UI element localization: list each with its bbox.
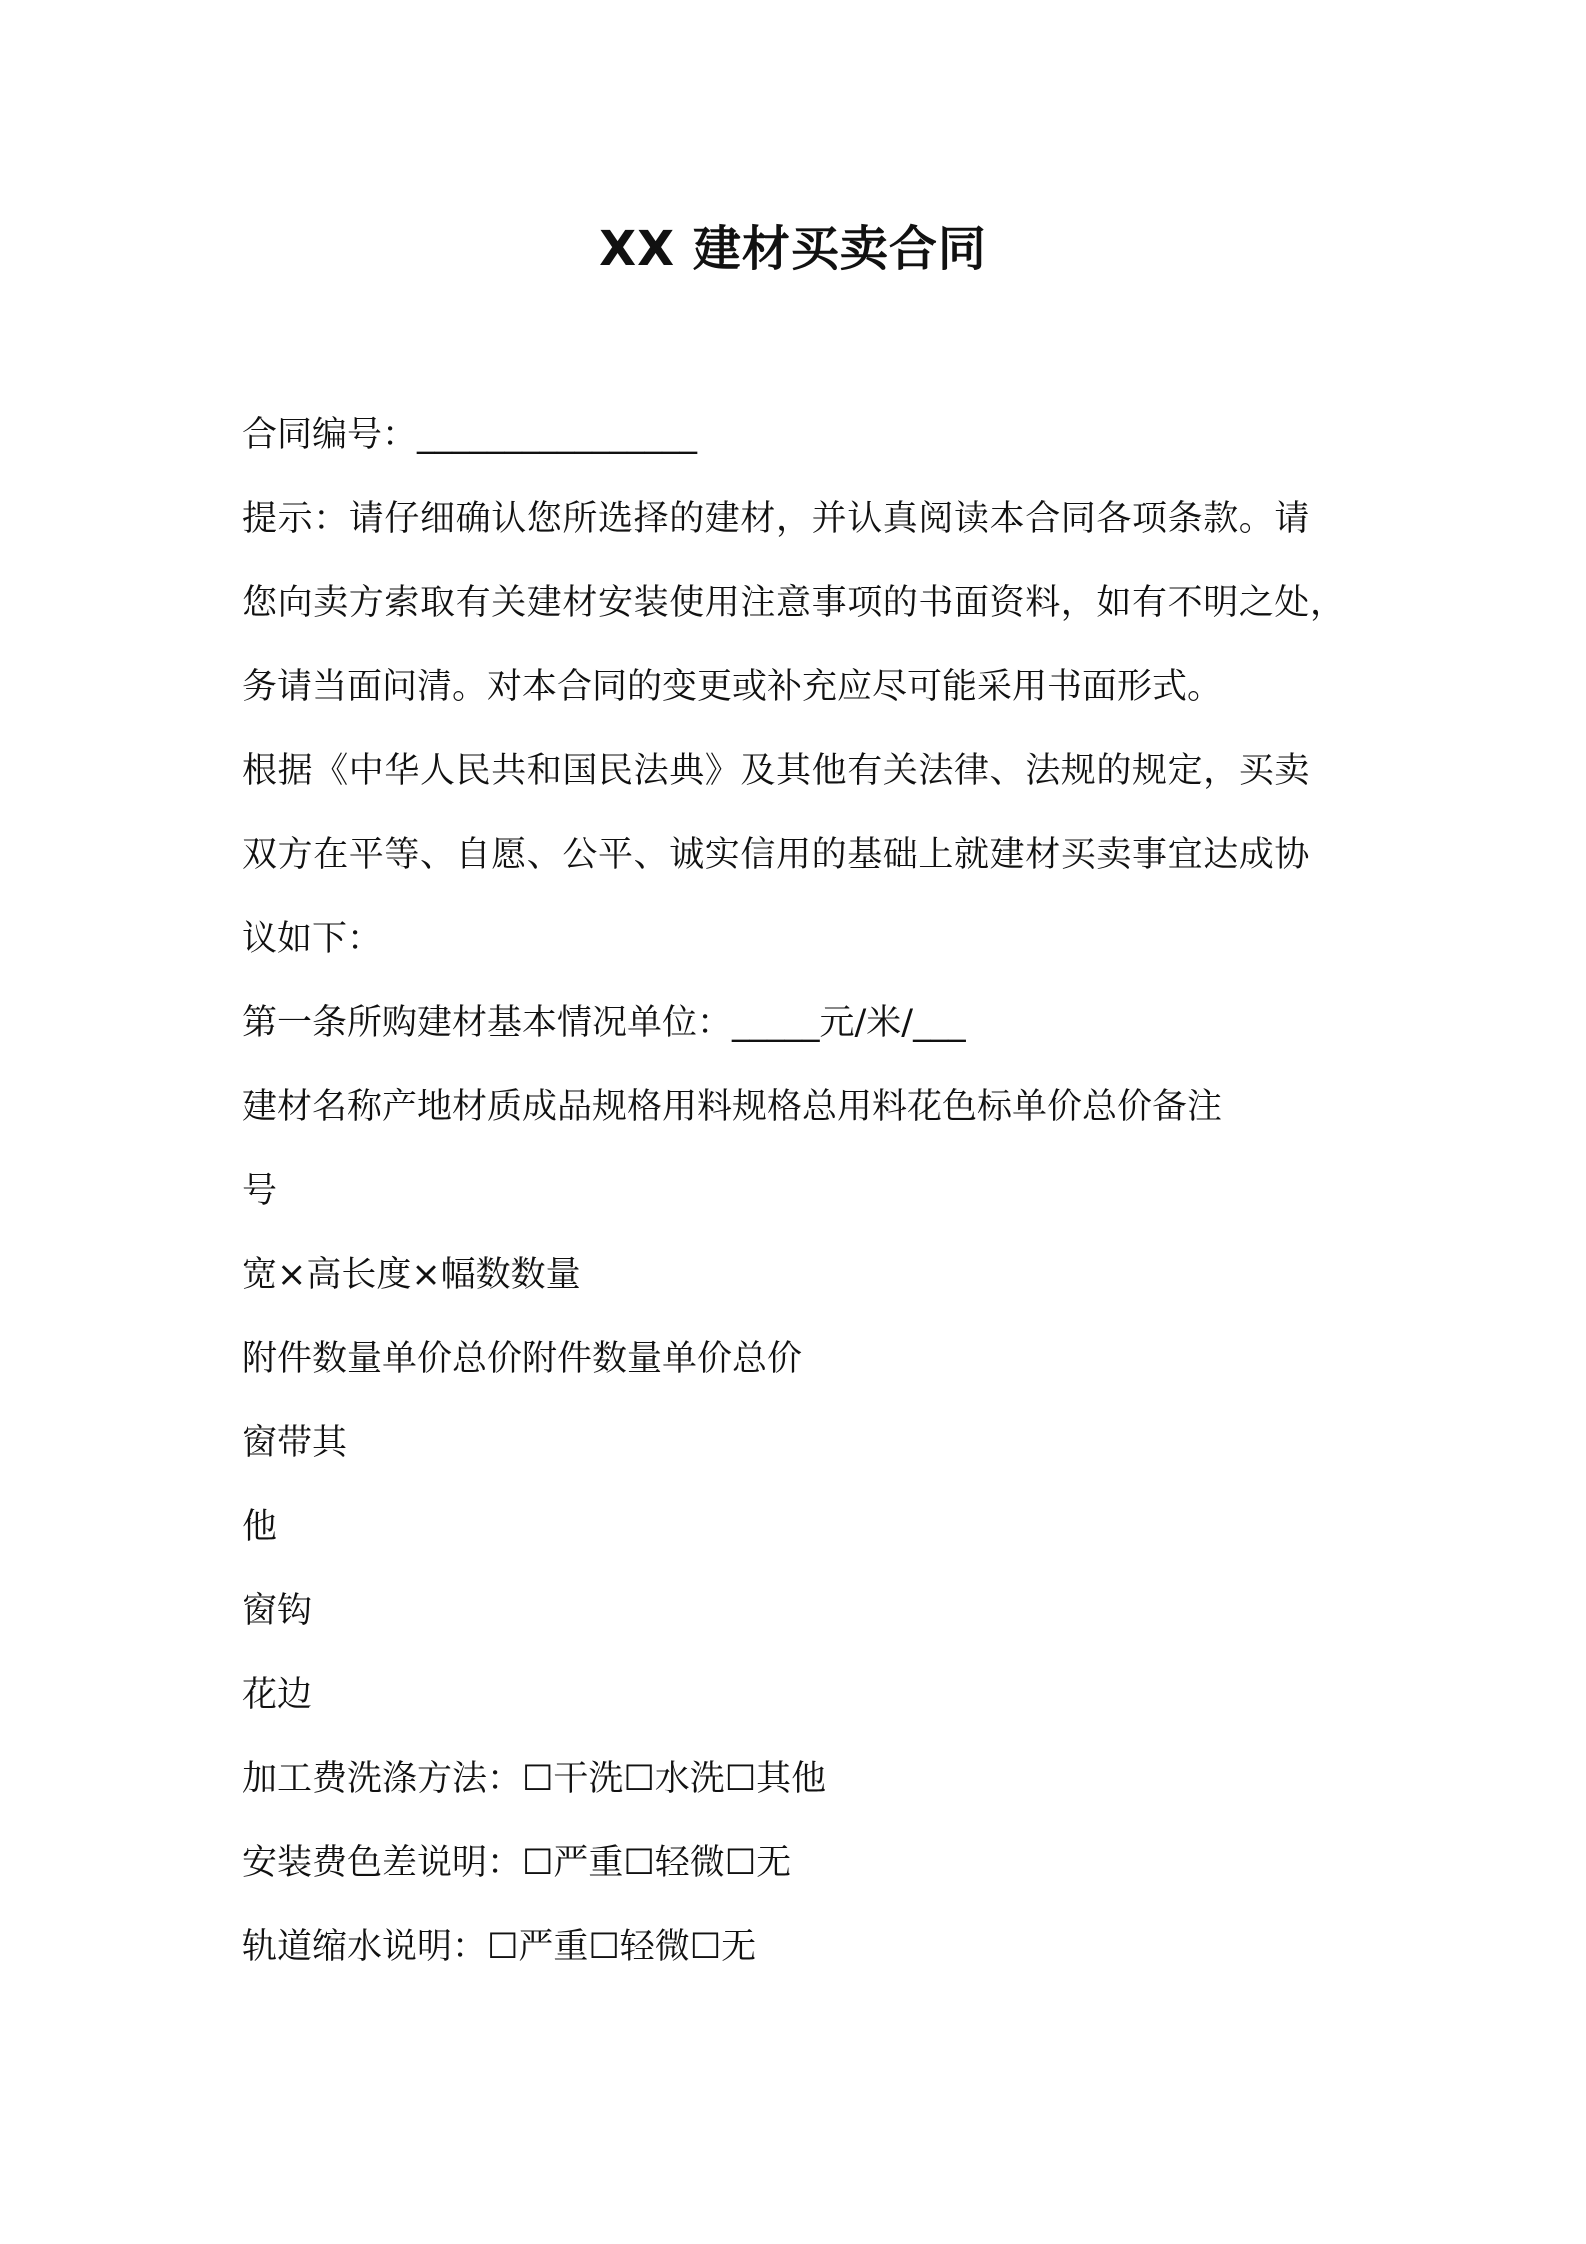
- contract-number-line: 合同编号：________________: [242, 415, 698, 455]
- notice-line-2: 您向卖方索取有关建材安装使用注意事项的书面资料，如有不明之处，: [242, 583, 1346, 623]
- lace-line: 花边: [242, 1675, 313, 1715]
- accessory-line: 附件数量单价总价附件数量单价总价: [242, 1339, 803, 1379]
- shrinkage-line: 轨道缩水说明：☐严重☐轻微☐无: [242, 1927, 757, 1967]
- window-hook-line: 窗钩: [242, 1591, 313, 1631]
- basis-line-3: 议如下：: [242, 919, 383, 959]
- notice-line-1: 提示：请仔细确认您所选择的建材，并认真阅读本合同各项条款。请: [242, 499, 1311, 539]
- color-difference-line: 安装费色差说明：☐严重☐轻微☐无: [242, 1843, 792, 1883]
- notice-line-3: 务请当面问清。对本合同的变更或补充应尽可能采用书面形式。: [242, 667, 1223, 707]
- washing-method-line: 加工费洗涤方法：☐干洗☐水洗☐其他: [242, 1759, 827, 1799]
- document-title: XX 建材买卖合同: [599, 221, 987, 277]
- basis-line-1: 根据《中华人民共和国民法典》及其他有关法律、法规的规定，买卖: [242, 751, 1311, 791]
- article-one-line: 第一条所购建材基本情况单位：_____元/米/___: [242, 1003, 966, 1043]
- table-header-line: 建材名称产地材质成品规格用料规格总用料花色标单价总价备注: [242, 1087, 1223, 1127]
- window-band-line: 窗带其: [242, 1423, 348, 1463]
- other-line: 他: [242, 1507, 278, 1547]
- table-header-continuation: 号: [242, 1171, 278, 1211]
- size-line: 宽×高长度×幅数数量: [242, 1255, 581, 1295]
- basis-line-2: 双方在平等、自愿、公平、诚实信用的基础上就建材买卖事宜达成协: [242, 835, 1311, 875]
